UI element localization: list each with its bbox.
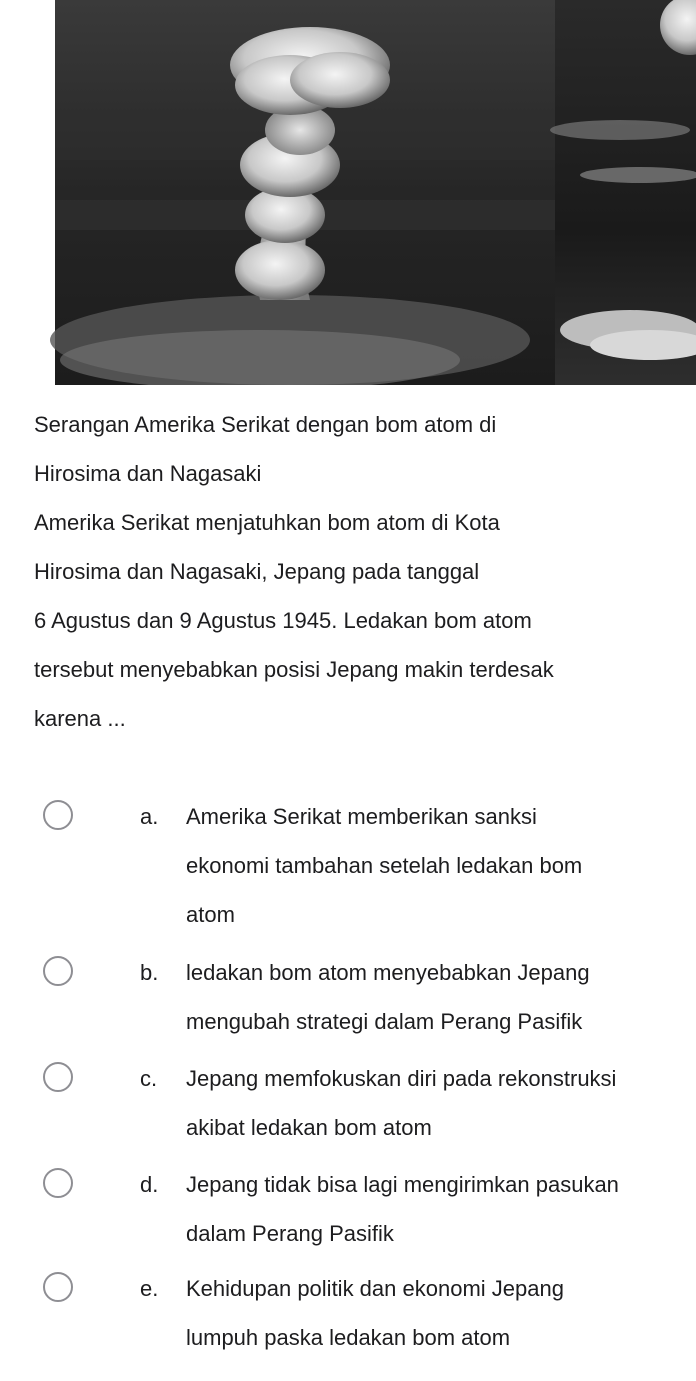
option-text xyxy=(186,948,686,1046)
option-text xyxy=(186,792,686,939)
caption-line: Hirosima dan Nagasaki xyxy=(34,461,262,486)
option-line: atom xyxy=(186,902,235,927)
option-line: mengubah strategi dalam Perang Pasifik xyxy=(186,1009,583,1034)
body-line: tersebut menyebabkan posisi Jepang makin terdesak xyxy=(34,657,554,682)
option-text xyxy=(186,1054,686,1152)
option-line: Kehidupan politik dan ekonomi Jepang xyxy=(186,1276,564,1301)
radio-button-a[interactable] xyxy=(43,800,73,830)
caption-line: Serangan Amerika Serikat dengan bom atom di xyxy=(34,412,497,437)
option-line: akibat ledakan bom atom xyxy=(186,1115,432,1140)
option-line: lumpuh paska ledakan bom atom xyxy=(186,1325,511,1350)
option-letter: b. xyxy=(140,960,159,985)
option-line: dalam Perang Pasifik xyxy=(186,1221,394,1246)
option-line: ekonomi tambahan setelah ledakan bom xyxy=(186,853,583,878)
radio-button-b[interactable] xyxy=(43,956,73,986)
radio-button-e[interactable] xyxy=(43,1272,73,1302)
radio-button-c[interactable] xyxy=(43,1062,73,1092)
body-line: karena ... xyxy=(34,706,126,731)
option-letter: a. xyxy=(140,804,159,829)
mushroom-cloud-photo xyxy=(0,0,696,385)
radio-button-d[interactable] xyxy=(43,1168,73,1198)
option-line: Jepang tidak bisa lagi mengirimkan pasukan xyxy=(186,1172,619,1197)
body-line: Amerika Serikat menjatuhkan bom atom di Kota xyxy=(34,510,500,535)
question-text xyxy=(34,400,689,743)
option-letter: d. xyxy=(140,1172,159,1197)
option-line: Amerika Serikat memberikan sanksi xyxy=(186,804,537,829)
option-letter: c. xyxy=(140,1066,158,1091)
option-line: ledakan bom atom menyebabkan Jepang xyxy=(186,960,590,985)
body-line: Hirosima dan Nagasaki, Jepang pada tanggal xyxy=(34,559,480,584)
option-text xyxy=(186,1264,686,1362)
question-image xyxy=(0,0,696,385)
option-text xyxy=(186,1160,686,1258)
option-line: Jepang memfokuskan diri pada rekonstruksi xyxy=(186,1066,617,1091)
body-line: 6 Agustus dan 9 Agustus 1945. Ledakan bom atom xyxy=(34,608,532,633)
option-letter: e. xyxy=(140,1276,159,1301)
